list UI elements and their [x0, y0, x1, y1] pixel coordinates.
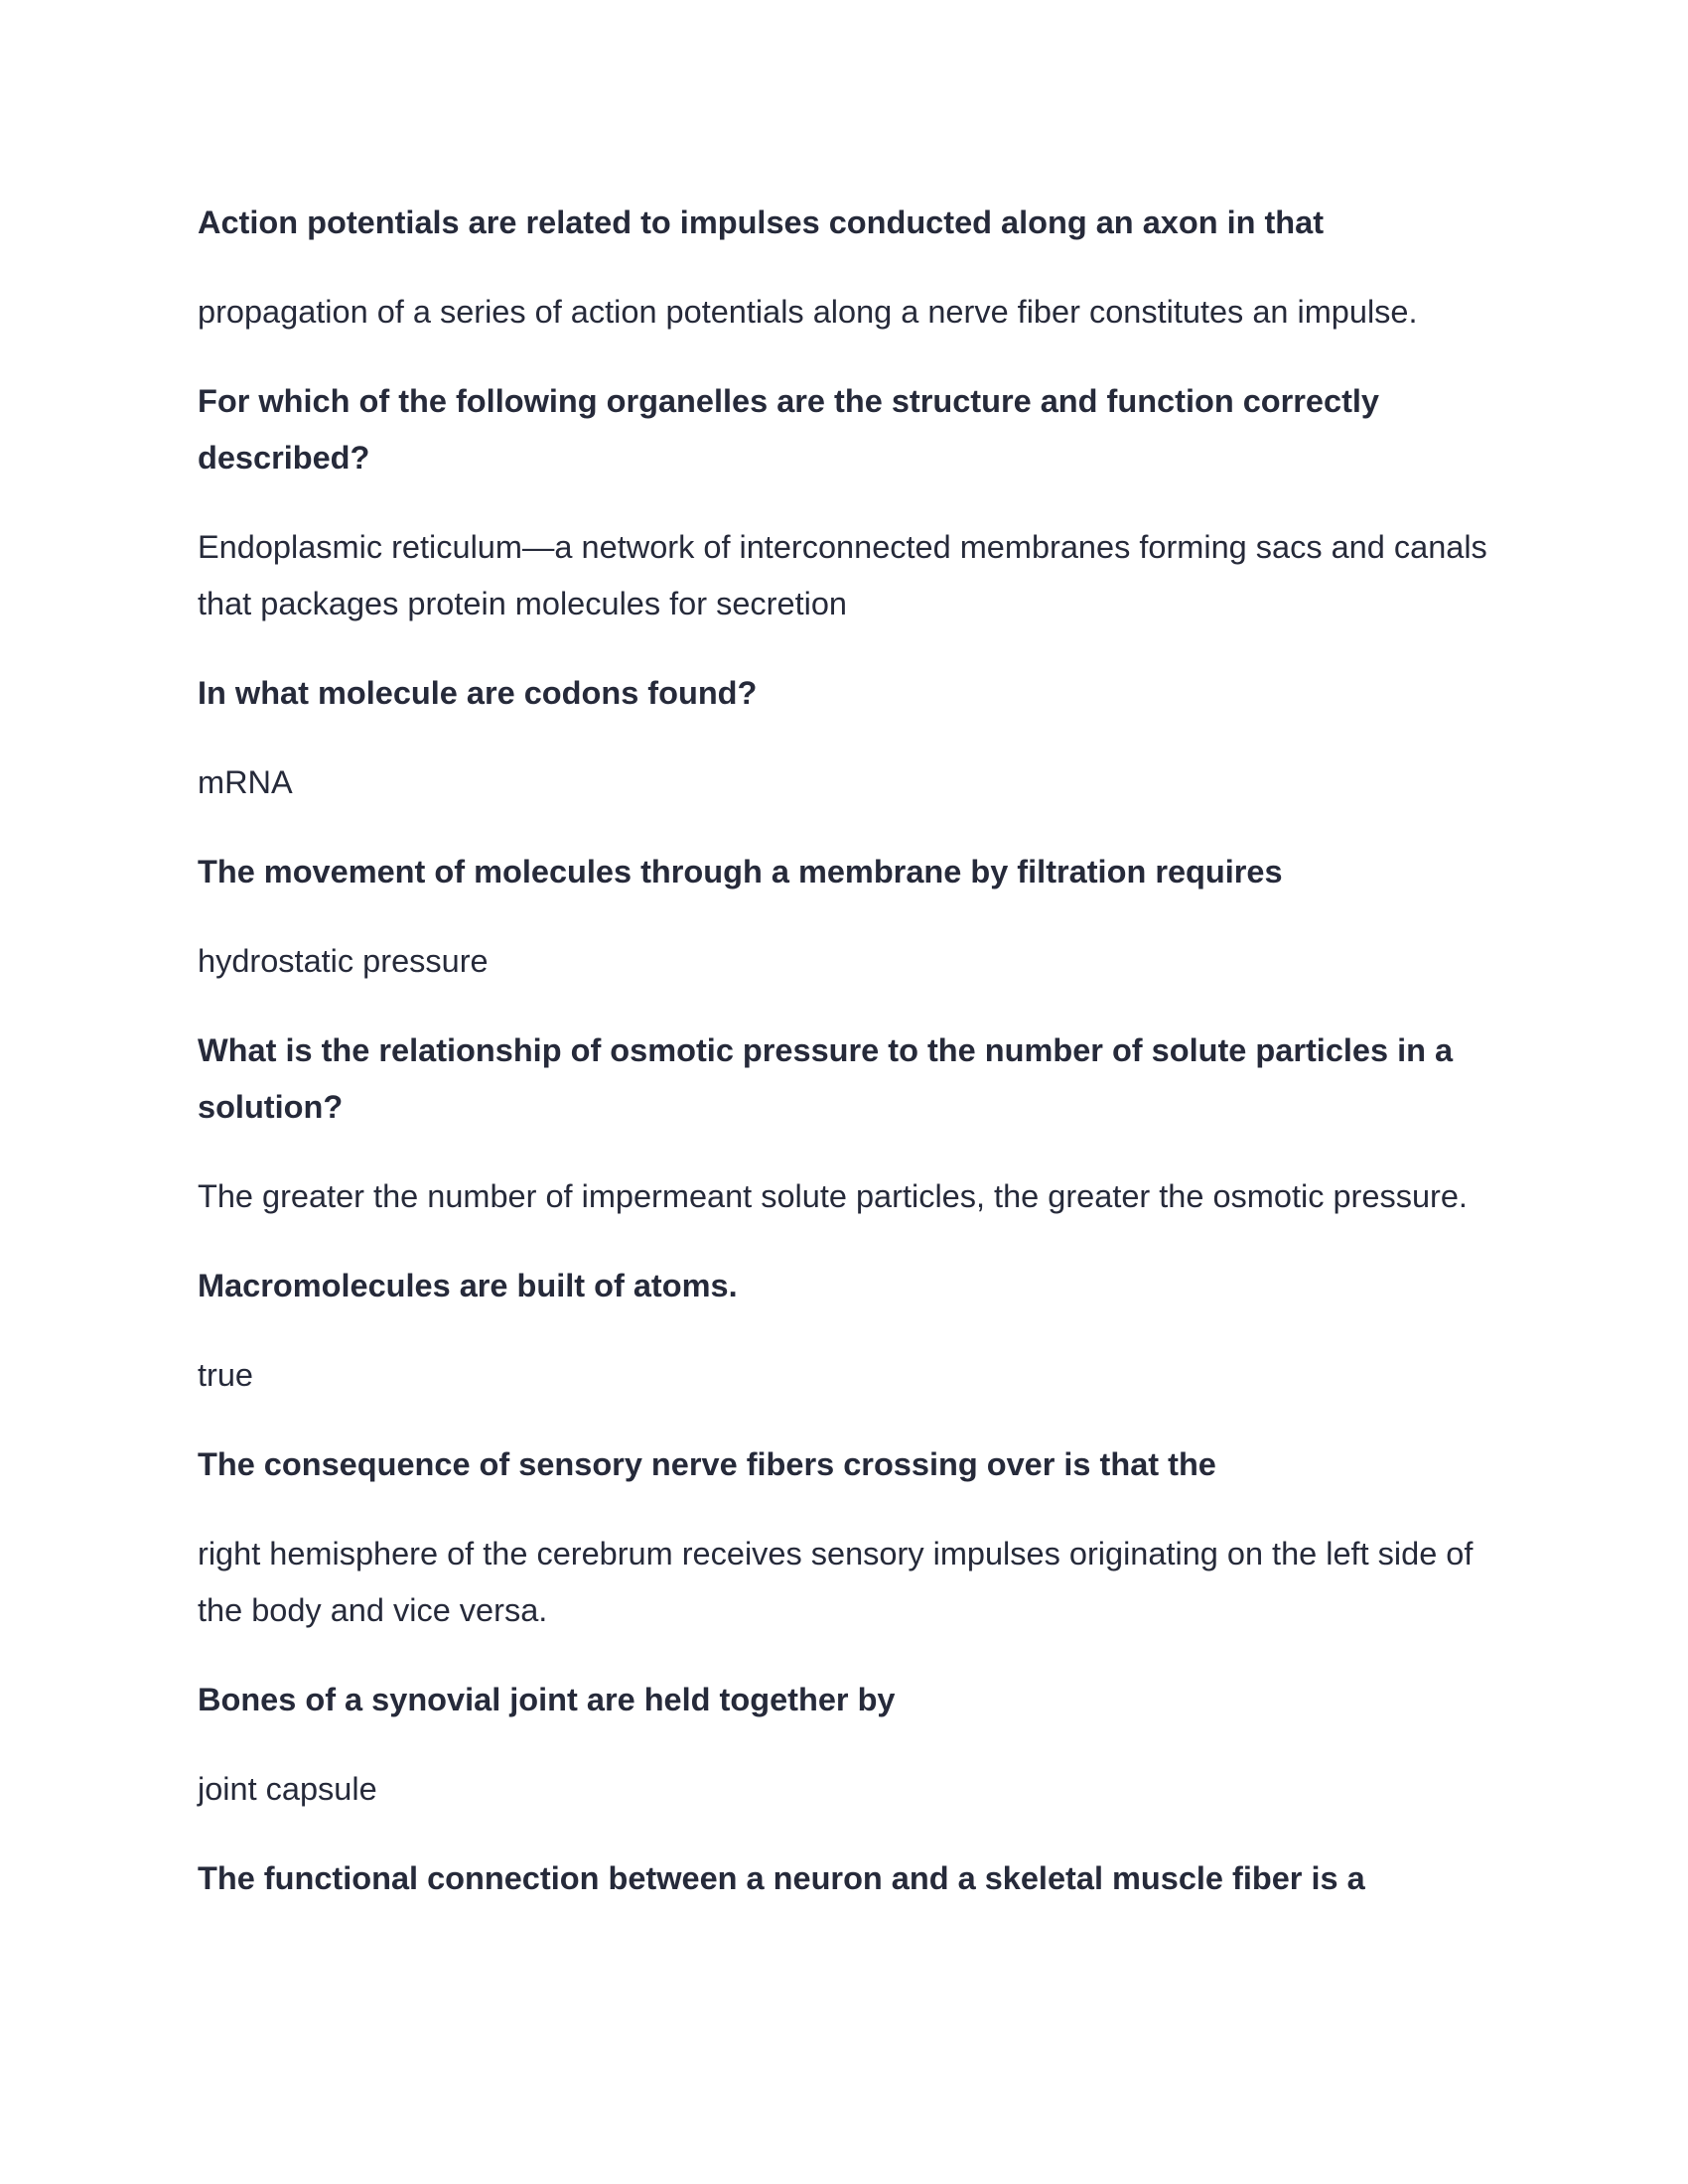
- question-5: What is the relationship of osmotic pressure to the number of solute particles in a solution?: [198, 1032, 1454, 1125]
- question-2: For which of the following organelles are the structure and function correctly described?: [198, 383, 1380, 476]
- answer-7: right hemisphere of the cerebrum receives sensory impulses originating on the left side of the body and vice versa.: [198, 1536, 1474, 1628]
- answer-2: Endoplasmic reticulum—a network of interconnected membranes forming sacs and canals that packages protein molecules for secretion: [198, 529, 1487, 621]
- answer-6: true: [198, 1357, 254, 1393]
- answer-1: propagation of a series of action potentials along a nerve fiber constitutes an impulse.: [198, 294, 1418, 330]
- question-4: The movement of molecules through a membrane by filtration requires: [198, 854, 1283, 889]
- answer-4: hydrostatic pressure: [198, 943, 489, 979]
- question-9: The functional connection between a neuron and a skeletal muscle fiber is a: [198, 1860, 1365, 1896]
- question-answer-list: [198, 195, 1498, 1940]
- answer-8: joint capsule: [198, 1771, 377, 1807]
- question-3: In what molecule are codons found?: [198, 675, 758, 711]
- answer-5: The greater the number of impermeant solute particles, the greater the osmotic pressure.: [198, 1178, 1468, 1214]
- question-7: The consequence of sensory nerve fibers crossing over is that the: [198, 1446, 1216, 1482]
- answer-3: mRNA: [198, 764, 293, 800]
- question-6: Macromolecules are built of atoms.: [198, 1268, 738, 1303]
- question-8: Bones of a synovial joint are held together by: [198, 1682, 896, 1717]
- question-1: Action potentials are related to impulses conducted along an axon in that: [198, 205, 1325, 240]
